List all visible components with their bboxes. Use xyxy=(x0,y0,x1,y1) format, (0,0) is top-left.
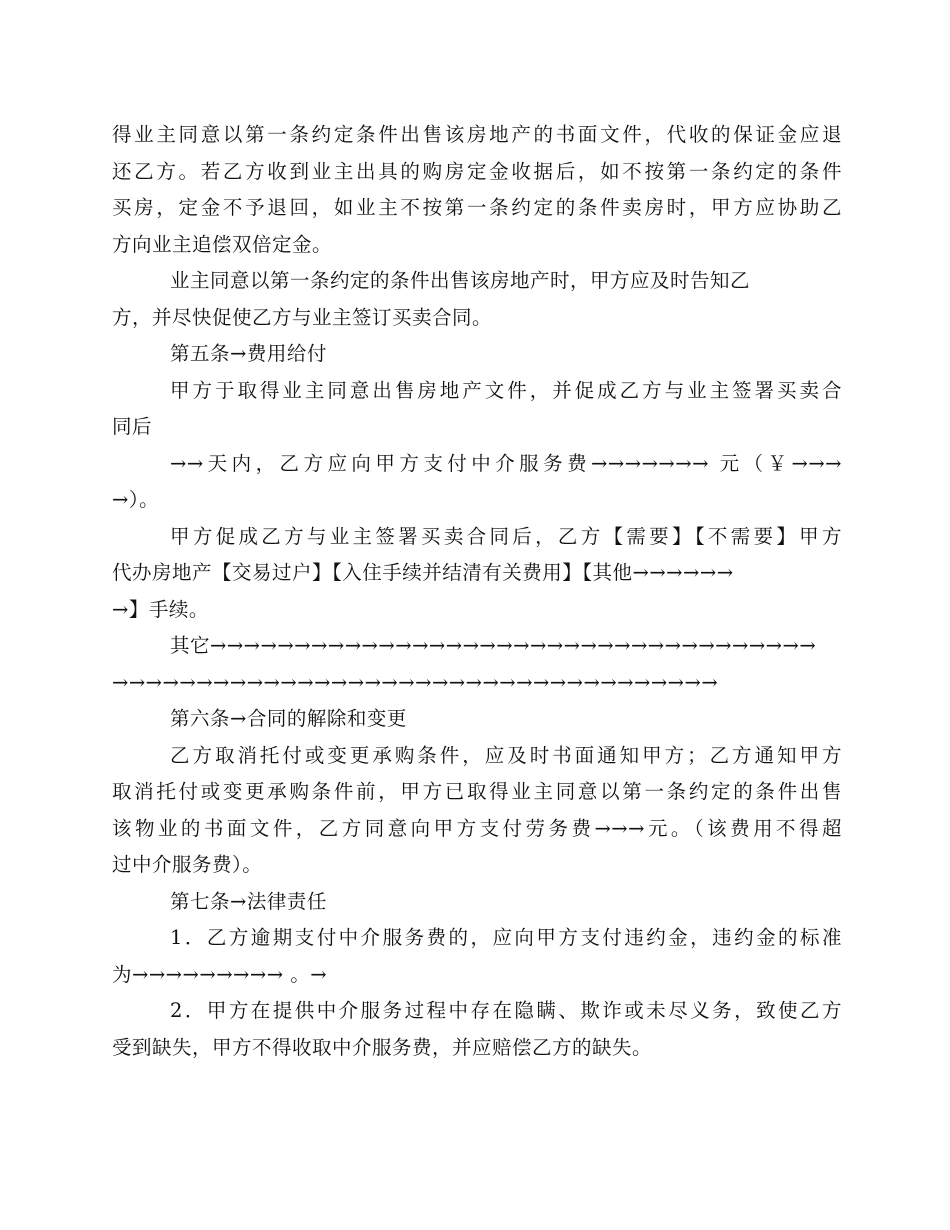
text-line: →→→→→→→→→→→→→→→→→→→→→→→→→→→→→→→→→→→→ xyxy=(112,670,719,694)
text-line: 1．乙方逾期支付中介服务费的，应向甲方支付违约金，违约金的标准 xyxy=(170,926,842,949)
text-line: →）。 xyxy=(112,488,160,511)
text-line: 还乙方。若乙方收到业主出具的购房定金收据后，如不按第一条约定的条件 xyxy=(112,159,842,183)
text-line: 甲方于取得业主同意出售房地产文件，并促成乙方与业主签署买卖合 xyxy=(170,378,842,402)
text-line: 该物业的书面文件，乙方同意向甲方支付劳务费→→→元。（该费用不得超 xyxy=(112,816,842,840)
text-line: 代办房地产【交易过户】【入住手续并结清有关费用】【其他→→→→→→ xyxy=(112,561,734,584)
text-line: 同后 xyxy=(112,415,153,438)
text-line: 业主同意以第一条约定的条件出售该房地产时，甲方应及时告知乙 xyxy=(170,269,751,292)
document-body xyxy=(112,117,842,1066)
text-line: 取消托付或变更承购条件前，甲方已取得业主同意以第一条约定的条件出售 xyxy=(112,780,842,803)
text-line: 2．甲方在提供中介服务过程中存在隐瞒、欺诈或未尽义务，致使乙方 xyxy=(170,999,842,1022)
section-heading: 第五条→费用给付 xyxy=(170,342,327,365)
text-line: →】手续。 xyxy=(112,597,209,621)
text-line: 买房，定金不予退回，如业主不按第一条约定的条件卖房时，甲方应协助乙 xyxy=(112,196,842,219)
text-line: 受到缺失，甲方不得收取中介服务费，并应赔偿乙方的缺失。 xyxy=(112,1035,653,1059)
text-line: 得业主同意以第一条约定条件出售该房地产的书面文件，代收的保证金应退 xyxy=(112,123,842,146)
text-line: 甲方促成乙方与业主签署买卖合同后，乙方【需要】【不需要】甲方 xyxy=(170,524,842,548)
text-line: 其它→→→→→→→→→→→→→→→→→→→→→→→→→→→→→→→→→→→→ xyxy=(170,634,817,657)
text-line: →→天内，乙方应向甲方支付中介服务费→→→→→→→ 元（￥→→→ xyxy=(170,451,842,475)
text-line: 方向业主追偿双倍定金。 xyxy=(112,232,333,256)
text-line: 过中介服务费）。 xyxy=(112,853,263,876)
section-heading: 第六条→合同的解除和变更 xyxy=(170,707,407,730)
text-line: 为→→→→→→→→→ 。→ xyxy=(112,962,328,986)
section-heading: 第七条→法律责任 xyxy=(170,889,327,913)
text-line: 乙方取消托付或变更承购条件，应及时书面通知甲方；乙方通知甲方 xyxy=(170,743,842,767)
text-line: 方，并尽快促使乙方与业主签订买卖合同。 xyxy=(112,305,493,329)
